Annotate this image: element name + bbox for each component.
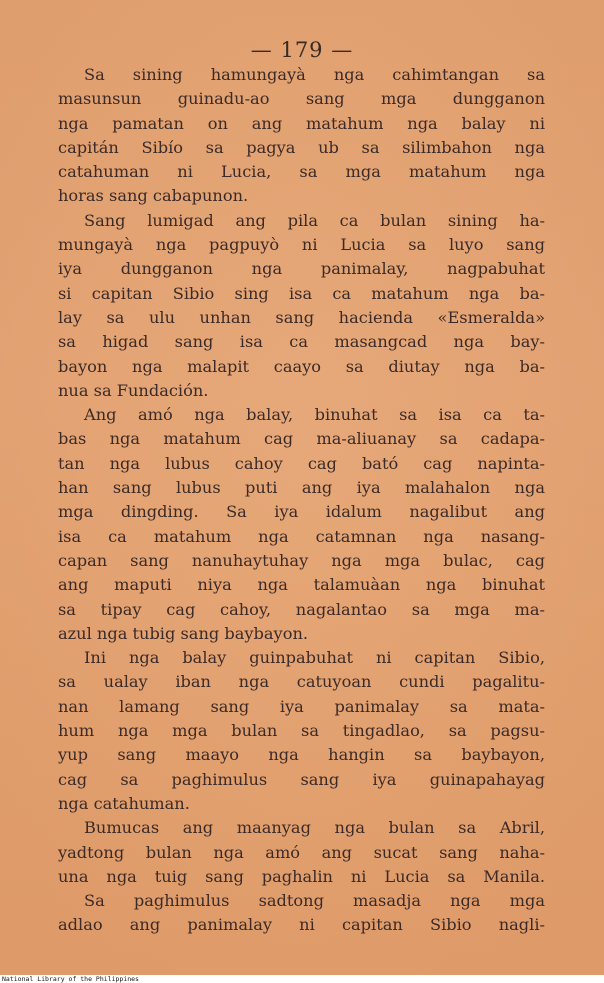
text-line: sa higad sang isa ca masangcad nga bay- [58,332,545,352]
text-line: yup sang maayo nga hangin sa baybayon, [58,745,545,765]
text-line: iya dungganon nga panimalay, nagpabuhat [58,259,545,279]
text-line: sa tipay cag cahoy, nagalantao sa mga ma- [58,599,545,619]
text-line: yadtong bulan nga amó ang sucat sang naha- [58,842,545,862]
text-line: masunsun guinadu-ao sang mga dungganon [58,89,545,109]
text-line: tan nga lubus cahoy cag bató cag napinta- [58,453,545,473]
text-line: si capitan Sibio sing isa ca matahum nga ba- [58,283,545,303]
text-line: cag sa paghimulus sang iya guinapahayag [58,769,545,789]
text-line: nan lamang sang iya panimalay sa mata- [58,696,545,716]
text-line: mga dingding. Sa iya idalum nagalibut ang [58,502,545,522]
page-number: — 179 — [250,38,354,62]
text-line: hum nga mga bulan sa tingadlao, sa pagsu- [58,721,545,741]
text-line: Ini nga balay guinpabuhat ni capitan Sibio, [84,648,545,668]
text-line: adlao ang panimalay ni capitan Sibio nagli- [58,915,545,935]
text-line: horas sang cabapunon. [58,186,249,206]
footer-credit: National Library of the Philippines [2,975,139,983]
text-line: Sa sining hamungayà nga cahimtangan sa [84,65,545,84]
text-line: isa ca matahum nga catamnan nga nasang- [58,526,545,546]
text-line: azul nga tubig sang baybayon. [58,623,309,643]
text-line: ang maputi niya nga talamuàan nga binuhat [58,575,545,595]
text-line: Bumucas ang maanyag nga bulan sa Abril, [84,818,545,838]
text-line: nua sa Fundación. [58,380,209,400]
text-line: bayon nga malapit caayo sa diutay nga ba- [58,356,545,376]
text-line: bas nga matahum cag ma-aliuanay sa cadapa- [58,429,545,449]
text-line: capan sang nanuhaytuhay nga mga bulac, cag [58,550,545,570]
text-line: nga pamatan on ang matahum nga balay ni [58,113,545,133]
text-line: catahuman ni Lucia, sa mga matahum nga [58,162,545,182]
text-line: han sang lubus puti ang iya malahalon nga [58,478,545,498]
text-line: Sang lumigad ang pila ca bulan sining ha- [84,210,545,230]
text-line: Sa paghimulus sadtong masadja nga mga [84,891,545,911]
text-line: sa ualay iban nga catuyoan cundi pagalitu- [58,672,545,692]
text-line: mungayà nga pagpuyò ni Lucia sa luyo sang [58,235,545,255]
body-text [58,63,545,938]
text-line: lay sa ulu unhan sang hacienda «Esmeralda» [58,307,545,327]
text-line: Ang amó nga balay, binuhat sa isa ca ta- [84,405,545,425]
text-line: una nga tuig sang paghalin ni Lucia sa Manila. [58,866,545,886]
text-line: capitán Sibío sa pagya ub sa silimbahon nga [58,137,545,157]
text-line: nga catahuman. [58,793,190,813]
